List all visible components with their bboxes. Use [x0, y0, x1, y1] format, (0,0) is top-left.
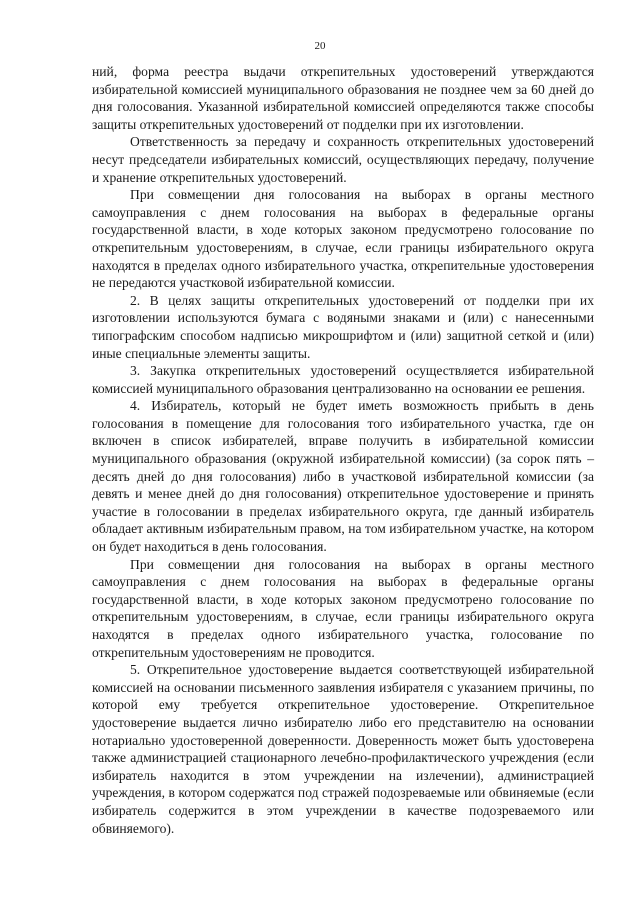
paragraph-item-4: 4. Избиратель, который не будет иметь возможность прибыть в день голосования в помещение для голосования того избирательного участка, где он включен в список избирателей, вправе получить в избирательной комиссии муниципального образования (окружной избирательной комиссии) (за сорок пять – десять дней до дня голосования) либо в участковой избирательной комиссии (за девять и менее дней до дня голосования) открепительное удостоверение и принять участие в голосовании в пределах избирательного округа, где данный избиратель обладает активным избирательным правом, на том избирательном участке, на котором он будет находиться в день голосования. [92, 398, 594, 555]
paragraph-combined-voting-transfer: При совмещении дня голосования на выборах в органы местного самоуправления с днем голосования на выборах в федеральные органы государственной власти, в ходе которых законом предусмотрено голосование по открепительным удостоверениям, в случае, если границы избирательного округа находятся в пределах одного избирательного участка, открепительные удостоверения не передаются участковой избирательной комиссии. [92, 187, 594, 291]
paragraph-item-5: 5. Открепительное удостоверение выдается соответствующей избирательной комиссией на основании письменного заявления избирателя с указанием причины, по которой ему требуется открепительное удостоверение. Открепительное удостоверение выдается лично избирателю либо его представителю на основании нотариально удостоверенной доверенности. Доверенность может быть удостоверена также администрацией стационарного лечебно-профилактического учреждения (если избиратель находится в этом учреждении на излечении), администрацией учреждения, в котором содержатся под стражей подозреваемые или обвиняемые (если избиратель содержится в этом учреждении в качестве подозреваемого или обвиняемого). [92, 662, 594, 836]
paragraph-item-2: 2. В целях защиты открепительных удостоверений от подделки при их изготовлении используются бумага с водяными знаками и (или) с нанесенными типографским способом надписью микрошрифтом и (или) защитной сеткой и (или) иные специальные элементы защиты. [92, 292, 594, 361]
paragraph-responsibility: Ответственность за передачу и сохранность открепительных удостоверений несут председатели избирательных комиссий, осуществляющих передачу, получение и хранение открепительных удостоверений. [92, 134, 594, 185]
page-number: 20 [314, 40, 326, 52]
paragraph-continuation: ний, форма реестра выдачи открепительных удостоверений утверждаются избирательной комиссией муниципального образования не позднее чем за 60 дней до дня голосования. Указанной избирательной комиссией определяются также способы защиты открепительных удостоверений от подделки при их изготовлении. [92, 64, 594, 132]
paragraph-combined-voting-not-held: При совмещении дня голосования на выборах в органы местного самоуправления с днем голосования на выборах в федеральные органы государственной власти, в ходе которых законом предусмотрено голосование по открепительным удостоверениям, в случае, если границы избирательного округа находятся в пределах одного избирательного участка, голосование по открепительным удостоверениям не проводится. [92, 556, 594, 660]
document-body [92, 63, 594, 837]
paragraph-item-3: 3. Закупка открепительных удостоверений осуществляется избирательной комиссией муниципального образования централизованно на основании ее решения. [92, 363, 594, 396]
